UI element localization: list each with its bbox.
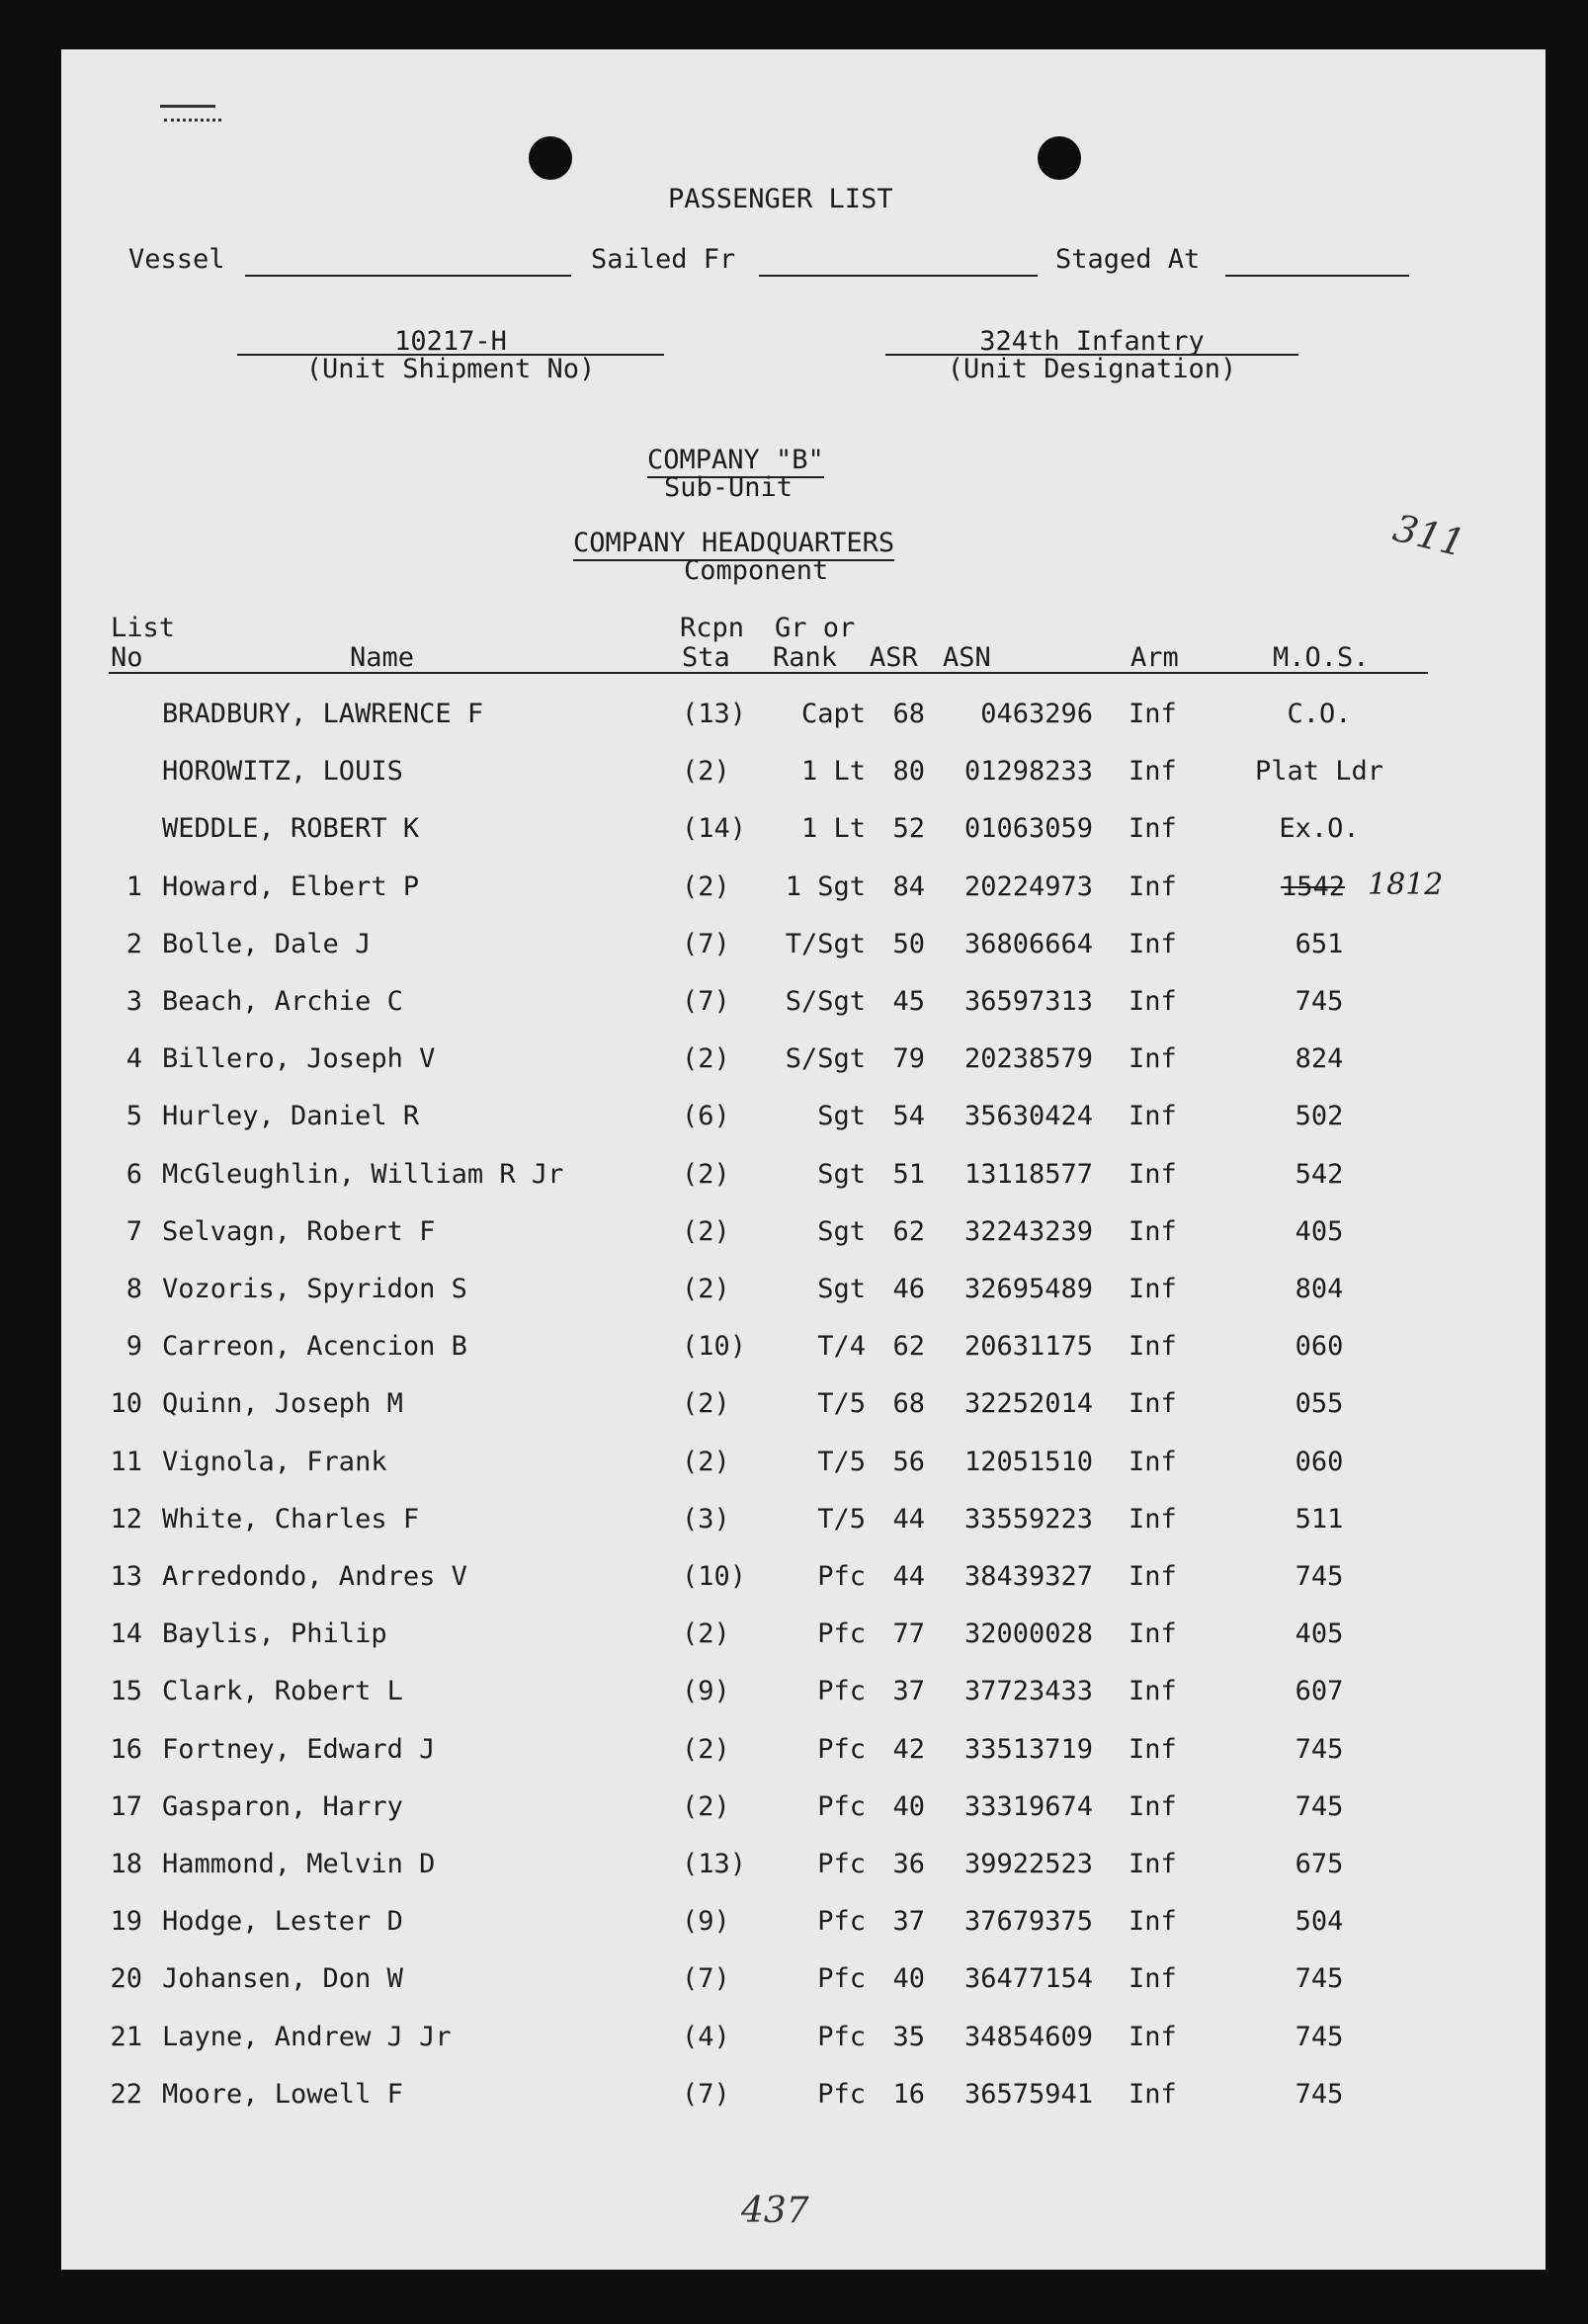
row-list-no: 11 — [110, 1446, 142, 1477]
row-asr: 44 — [892, 1561, 925, 1592]
col-rcpn-line1: Rcpn — [680, 613, 745, 643]
row-reception-station: (2) — [682, 1618, 730, 1650]
row-mos: Plat Ldr — [1254, 756, 1384, 788]
row-asr: 35 — [892, 2021, 925, 2052]
row-list-no: 22 — [110, 2078, 142, 2110]
row-name: Billero, Joseph V — [162, 1043, 436, 1075]
row-asn: 36477154 — [963, 1963, 1093, 1995]
row-name: Clark, Robert L — [162, 1676, 403, 1707]
row-rank: S/Sgt — [785, 1043, 866, 1075]
row-asr: 79 — [892, 1043, 925, 1075]
row-arm: Inf — [1128, 1849, 1177, 1879]
row-arm: Inf — [1128, 756, 1177, 788]
col-mos: M.O.S. — [1273, 642, 1370, 673]
row-reception-station: (7) — [682, 928, 730, 959]
unit-designation-caption: (Unit Designation) — [947, 354, 1237, 384]
row-asn: 38439327 — [963, 1561, 1093, 1592]
row-asr: 40 — [892, 1963, 925, 1995]
row-name: Johansen, Don W — [162, 1963, 403, 1995]
row-name: White, Charles F — [162, 1503, 420, 1535]
row-asr: 54 — [892, 1101, 925, 1132]
row-list-no: 4 — [125, 1043, 142, 1075]
row-name: Hodge, Lester D — [162, 1906, 403, 1938]
row-asr: 42 — [892, 1733, 925, 1765]
row-reception-station: (9) — [682, 1676, 730, 1707]
col-list-no-line1: List — [111, 613, 176, 643]
row-arm: Inf — [1128, 1388, 1177, 1420]
handwritten-page-annotation: 311 — [1388, 505, 1469, 566]
row-mos-handwritten: 1812 — [1368, 867, 1444, 902]
row-reception-station: (2) — [682, 756, 730, 788]
unit-designation: 324th Infantry — [979, 326, 1205, 357]
row-arm: Inf — [1128, 1906, 1177, 1938]
col-grade-line2: Rank — [773, 642, 838, 673]
row-list-no: 21 — [110, 2021, 142, 2052]
row-name: Bolle, Dale J — [162, 928, 372, 959]
row-list-no: 9 — [125, 1331, 142, 1363]
row-asr: 80 — [892, 756, 925, 788]
row-asr: 77 — [892, 1618, 925, 1650]
row-mos: 060 — [1295, 1446, 1344, 1477]
row-list-no: 6 — [125, 1158, 142, 1190]
row-reception-station: (9) — [682, 1906, 730, 1938]
row-name: Carreon, Acencion B — [162, 1331, 467, 1363]
row-asn: 37723433 — [963, 1676, 1093, 1707]
row-arm: Inf — [1128, 871, 1177, 902]
row-rank: Sgt — [817, 1158, 866, 1190]
row-asn: 33559223 — [963, 1503, 1093, 1535]
row-reception-station: (2) — [682, 1388, 730, 1420]
row-mos: 055 — [1295, 1388, 1344, 1420]
row-name: Fortney, Edward J — [162, 1733, 436, 1765]
row-rank: Sgt — [817, 1274, 866, 1304]
row-arm: Inf — [1128, 2021, 1177, 2052]
row-asn: 39922523 — [963, 1849, 1093, 1879]
row-arm: Inf — [1128, 699, 1177, 729]
row-rank: T/5 — [817, 1446, 866, 1477]
row-arm: Inf — [1128, 986, 1177, 1017]
vessel-label: Vessel — [128, 244, 225, 275]
row-reception-station: (4) — [682, 2021, 730, 2052]
row-name: Quinn, Joseph M — [162, 1388, 403, 1420]
row-arm: Inf — [1128, 1503, 1177, 1535]
row-name: Hurley, Daniel R — [162, 1101, 420, 1132]
row-arm: Inf — [1128, 1446, 1177, 1477]
row-asn: 20238579 — [963, 1043, 1093, 1075]
row-list-no: 12 — [110, 1503, 142, 1535]
row-name: Vozoris, Spyridon S — [162, 1274, 467, 1304]
row-arm: Inf — [1128, 1561, 1177, 1592]
row-reception-station: (7) — [682, 986, 730, 1017]
row-mos: 745 — [1295, 986, 1344, 1017]
row-reception-station: (6) — [682, 1101, 730, 1132]
row-list-no: 1 — [125, 871, 142, 902]
row-arm: Inf — [1128, 1790, 1177, 1822]
vessel-field — [245, 275, 571, 277]
row-rank: Pfc — [817, 1561, 866, 1592]
row-asn: 20631175 — [963, 1331, 1093, 1363]
corner-mark — [160, 105, 215, 108]
row-arm: Inf — [1128, 1215, 1177, 1247]
row-list-no: 5 — [125, 1101, 142, 1132]
row-rank: Pfc — [817, 1618, 866, 1650]
row-rank: 1 Lt — [800, 756, 866, 788]
corner-mark — [164, 119, 221, 122]
row-name: Vignola, Frank — [162, 1446, 387, 1477]
row-reception-station: (13) — [682, 1849, 747, 1879]
row-arm: Inf — [1128, 1274, 1177, 1304]
row-name: Layne, Andrew J Jr — [162, 2021, 452, 2052]
row-list-no: 17 — [110, 1790, 142, 1822]
row-rank: Pfc — [817, 1849, 866, 1879]
row-reception-station: (7) — [682, 2078, 730, 2110]
row-list-no: 13 — [110, 1561, 142, 1592]
row-reception-station: (2) — [682, 1790, 730, 1822]
handwritten-page-number: 437 — [741, 2191, 809, 2231]
row-asr: 62 — [892, 1215, 925, 1247]
row-mos: 607 — [1295, 1676, 1344, 1707]
col-asr: ASR — [870, 642, 918, 673]
row-rank: Capt — [800, 699, 866, 729]
row-reception-station: (2) — [682, 1733, 730, 1765]
row-reception-station: (2) — [682, 1043, 730, 1075]
row-mos: 745 — [1295, 2078, 1344, 2110]
row-mos: 745 — [1295, 1561, 1344, 1592]
row-list-no: 8 — [125, 1274, 142, 1304]
row-asn: 32252014 — [963, 1388, 1093, 1420]
row-name: Beach, Archie C — [162, 986, 403, 1017]
row-list-no: 18 — [110, 1849, 142, 1879]
row-asr: 51 — [892, 1158, 925, 1190]
row-rank: Pfc — [817, 1790, 866, 1822]
row-mos: 675 — [1295, 1849, 1344, 1879]
staged-at-field — [1225, 275, 1409, 277]
row-mos: 651 — [1295, 928, 1344, 959]
row-reception-station: (2) — [682, 871, 730, 902]
row-name: Selvagn, Robert F — [162, 1215, 436, 1247]
row-asn: 01063059 — [963, 813, 1093, 845]
row-list-no: 7 — [125, 1215, 142, 1247]
row-asr: 37 — [892, 1676, 925, 1707]
row-mos: 405 — [1295, 1618, 1344, 1650]
punch-hole — [1038, 136, 1081, 180]
row-reception-station: (2) — [682, 1215, 730, 1247]
row-list-no: 2 — [125, 928, 142, 959]
row-arm: Inf — [1128, 1101, 1177, 1132]
row-name: Hammond, Melvin D — [162, 1849, 436, 1879]
row-asr: 16 — [892, 2078, 925, 2110]
row-mos: 405 — [1295, 1215, 1344, 1247]
row-rank: Pfc — [817, 2021, 866, 2052]
row-mos: 511 — [1295, 1503, 1344, 1535]
row-asr: 44 — [892, 1503, 925, 1535]
row-asn: 12051510 — [963, 1446, 1093, 1477]
row-arm: Inf — [1128, 2078, 1177, 2110]
row-list-no: 10 — [110, 1388, 142, 1420]
row-asr: 68 — [892, 699, 925, 729]
row-name: Howard, Elbert P — [162, 871, 420, 902]
row-asn: 32243239 — [963, 1215, 1093, 1247]
col-name: Name — [350, 642, 415, 673]
component-name: COMPANY HEADQUARTERS — [573, 528, 894, 561]
row-list-no: 3 — [125, 986, 142, 1017]
row-reception-station: (7) — [682, 1963, 730, 1995]
sailed-from-field — [759, 275, 1038, 277]
row-name: BRADBURY, LAWRENCE F — [162, 699, 484, 729]
row-rank: Sgt — [817, 1101, 866, 1132]
row-list-no: 19 — [110, 1906, 142, 1938]
row-arm: Inf — [1128, 1043, 1177, 1075]
row-asn: 20224973 — [963, 871, 1093, 902]
header-rule — [109, 672, 1428, 674]
row-asn: 33319674 — [963, 1790, 1093, 1822]
row-rank: Pfc — [817, 1906, 866, 1938]
row-asn: 34854609 — [963, 2021, 1093, 2052]
sub-unit-name: COMPANY "B" — [647, 445, 824, 478]
row-asr: 68 — [892, 1388, 925, 1420]
row-mos: 745 — [1295, 1963, 1344, 1995]
row-mos: Ex.O. — [1279, 813, 1360, 845]
row-arm: Inf — [1128, 1618, 1177, 1650]
row-mos: 745 — [1295, 2021, 1344, 2052]
row-rank: T/5 — [817, 1388, 866, 1420]
row-rank: Pfc — [817, 1676, 866, 1707]
row-list-no: 15 — [110, 1676, 142, 1707]
row-asr: 45 — [892, 986, 925, 1017]
row-rank: T/4 — [817, 1331, 866, 1363]
row-asr: 84 — [892, 871, 925, 902]
row-asr: 62 — [892, 1331, 925, 1363]
col-list-no-line2: No — [111, 642, 143, 673]
row-rank: 1 Sgt — [785, 871, 866, 902]
row-arm: Inf — [1128, 1158, 1177, 1190]
page-title: PASSENGER LIST — [668, 184, 893, 214]
row-name: WEDDLE, ROBERT K — [162, 813, 420, 845]
row-mos: 804 — [1295, 1274, 1344, 1304]
row-asn: 35630424 — [963, 1101, 1093, 1132]
row-asr: 46 — [892, 1274, 925, 1304]
row-reception-station: (13) — [682, 699, 747, 729]
row-arm: Inf — [1128, 813, 1177, 845]
row-rank: Sgt — [817, 1215, 866, 1247]
row-asn: 01298233 — [963, 756, 1093, 788]
row-asn: 36597313 — [963, 986, 1093, 1017]
sub-unit-caption: Sub-Unit — [664, 472, 794, 503]
row-name: HOROWITZ, LOUIS — [162, 756, 403, 788]
row-asn: 36806664 — [963, 928, 1093, 959]
row-asn: 0463296 — [980, 699, 1093, 729]
row-rank: Pfc — [817, 2078, 866, 2110]
col-arm: Arm — [1130, 642, 1179, 673]
row-mos: 1542 — [1281, 871, 1346, 902]
col-grade-line1: Gr or — [775, 613, 856, 643]
row-reception-station: (10) — [682, 1561, 747, 1592]
row-rank: Pfc — [817, 1963, 866, 1995]
row-rank: 1 Lt — [800, 813, 866, 845]
row-asr: 40 — [892, 1790, 925, 1822]
row-asn: 37679375 — [963, 1906, 1093, 1938]
row-name: Gasparon, Harry — [162, 1790, 403, 1822]
row-rank: T/5 — [817, 1503, 866, 1535]
row-list-no: 20 — [110, 1963, 142, 1995]
unit-shipment-no: 10217-H — [394, 326, 507, 357]
row-mos: 824 — [1295, 1043, 1344, 1075]
col-rcpn-line2: Sta — [682, 642, 730, 673]
row-mos: 542 — [1295, 1158, 1344, 1190]
row-arm: Inf — [1128, 1676, 1177, 1707]
col-asn: ASN — [943, 642, 991, 673]
row-name: Moore, Lowell F — [162, 2078, 403, 2110]
row-rank: Pfc — [817, 1733, 866, 1765]
row-arm: Inf — [1128, 1331, 1177, 1363]
row-asn: 36575941 — [963, 2078, 1093, 2110]
sailed-from-label: Sailed Fr — [591, 244, 736, 275]
row-mos: 504 — [1295, 1906, 1344, 1938]
row-asr: 37 — [892, 1906, 925, 1938]
row-name: Baylis, Philip — [162, 1618, 387, 1650]
row-reception-station: (14) — [682, 813, 747, 845]
row-mos: C.O. — [1287, 699, 1352, 729]
row-asr: 56 — [892, 1446, 925, 1477]
row-mos: 745 — [1295, 1790, 1344, 1822]
row-arm: Inf — [1128, 1733, 1177, 1765]
row-asn: 33513719 — [963, 1733, 1093, 1765]
row-reception-station: (2) — [682, 1446, 730, 1477]
row-list-no: 16 — [110, 1733, 142, 1765]
row-mos: 502 — [1295, 1101, 1344, 1132]
row-rank: S/Sgt — [785, 986, 866, 1017]
row-mos: 745 — [1295, 1733, 1344, 1765]
staged-at-label: Staged At — [1055, 244, 1201, 275]
row-name: Arredondo, Andres V — [162, 1561, 467, 1592]
row-reception-station: (2) — [682, 1274, 730, 1304]
row-asr: 36 — [892, 1849, 925, 1879]
row-asn: 32695489 — [963, 1274, 1093, 1304]
punch-hole — [529, 136, 572, 180]
row-asn: 32000028 — [963, 1618, 1093, 1650]
row-arm: Inf — [1128, 1963, 1177, 1995]
row-reception-station: (2) — [682, 1158, 730, 1190]
row-asr: 50 — [892, 928, 925, 959]
row-rank: T/Sgt — [785, 928, 866, 959]
row-name: McGleughlin, William R Jr — [162, 1158, 564, 1190]
row-reception-station: (3) — [682, 1503, 730, 1535]
row-mos: 060 — [1295, 1331, 1344, 1363]
component-caption: Component — [684, 555, 829, 586]
row-list-no: 14 — [110, 1618, 142, 1650]
row-reception-station: (10) — [682, 1331, 747, 1363]
row-asn: 13118577 — [963, 1158, 1093, 1190]
unit-shipment-caption: (Unit Shipment No) — [305, 354, 596, 384]
row-arm: Inf — [1128, 928, 1177, 959]
row-asr: 52 — [892, 813, 925, 845]
